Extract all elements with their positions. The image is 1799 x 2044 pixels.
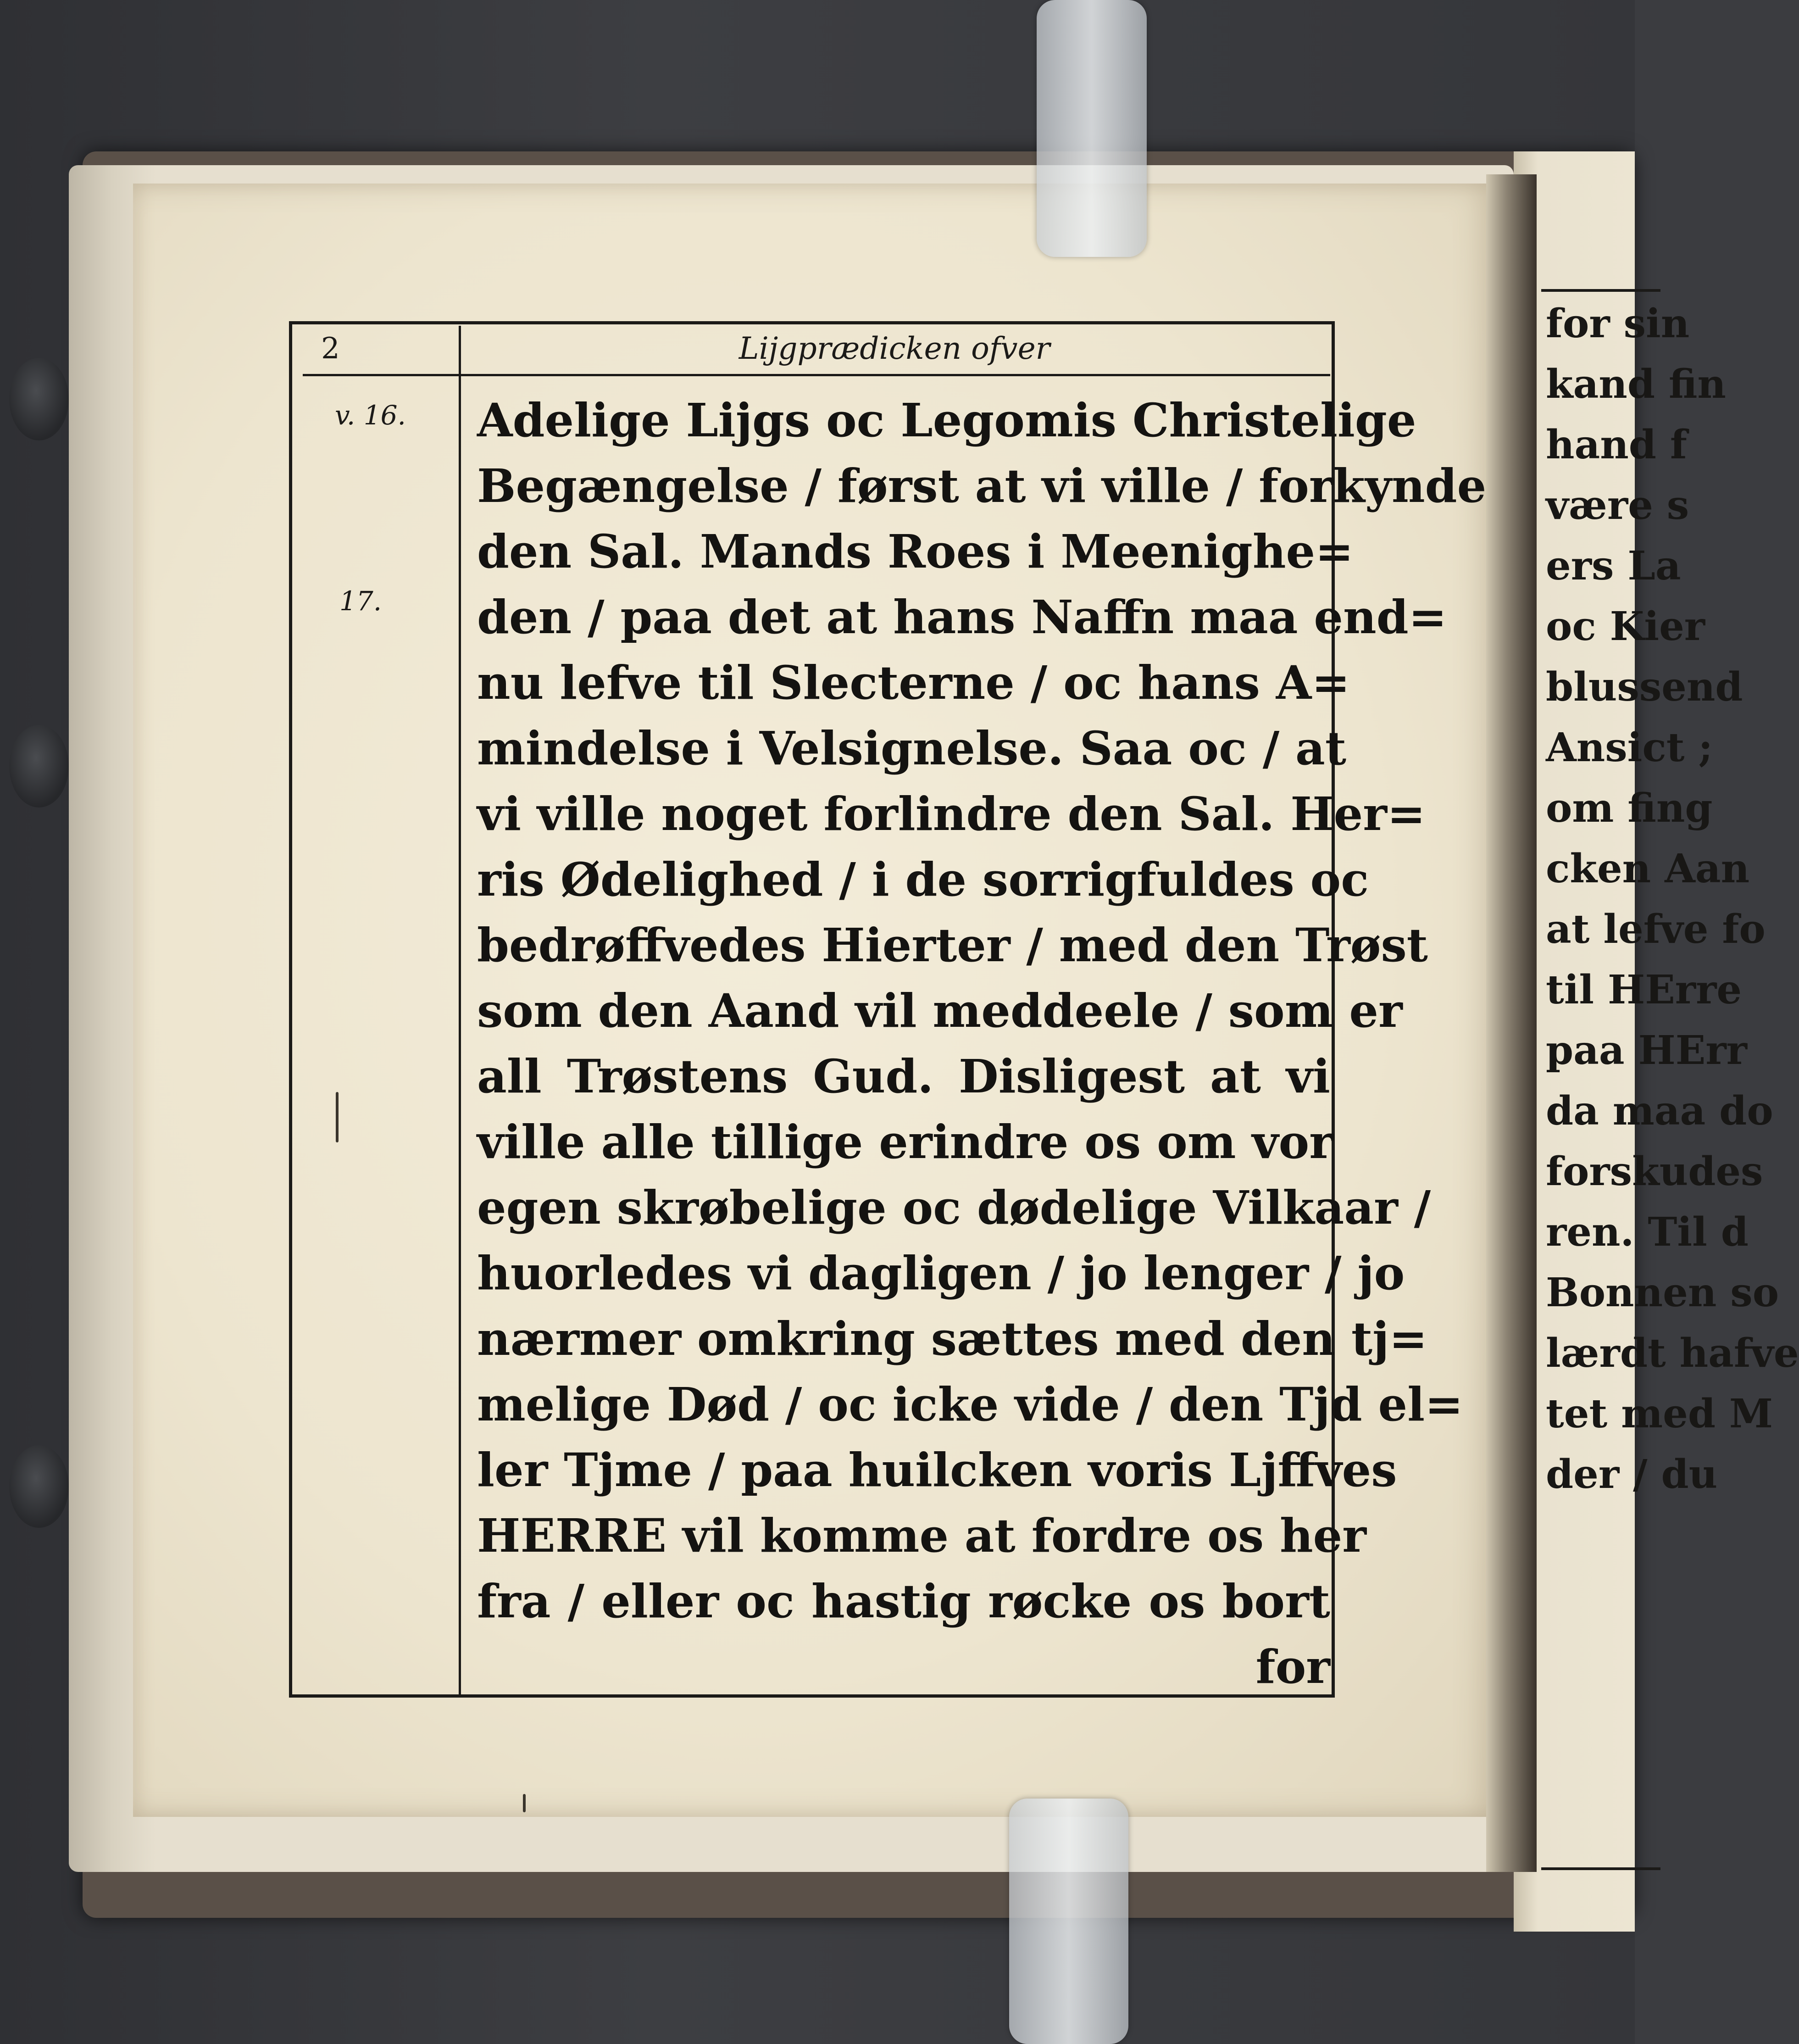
facing-page-line: Ansict ; bbox=[1546, 724, 1713, 771]
facing-page-rule bbox=[1541, 289, 1660, 292]
page-mark bbox=[336, 1092, 339, 1142]
body-line: ville alle tillige erindre os om vor bbox=[477, 1115, 1333, 1169]
body-line: egen skrøbelige oc dødelige Vilkaar / bbox=[477, 1181, 1431, 1235]
facing-page-line: for sin bbox=[1546, 301, 1690, 347]
body-line: som den Aand vil meddeele / som er bbox=[477, 984, 1403, 1038]
facing-page-line: blussend bbox=[1546, 664, 1743, 710]
body-line: vi ville noget forlindre den Sal. Her= bbox=[477, 787, 1426, 841]
body-line: Begængelse / først at vi ville / forkynde bbox=[477, 459, 1487, 513]
facing-page-line: om fing bbox=[1546, 785, 1713, 831]
facing-page-line: ren. Til d bbox=[1546, 1209, 1749, 1255]
binding-stud bbox=[9, 358, 69, 440]
facing-page-line: paa HErr bbox=[1546, 1027, 1747, 1074]
header-rule bbox=[303, 374, 1330, 376]
margin-note-verse: v. 16. bbox=[335, 400, 406, 431]
facing-page-line: cken Aan bbox=[1546, 846, 1750, 892]
facing-page-line: hand f bbox=[1546, 422, 1687, 468]
facing-page-line: Bonnen so bbox=[1546, 1270, 1779, 1316]
facing-page-line: da maa do bbox=[1546, 1088, 1773, 1134]
body-line: ris Ødelighed / i de sorrigfuldes oc bbox=[477, 852, 1369, 907]
facing-page-line: der / du bbox=[1546, 1451, 1718, 1498]
body-line-catchword: for bbox=[1255, 1640, 1330, 1694]
body-line: nærmer omkring sættes med den tj= bbox=[477, 1312, 1428, 1366]
page-number: 2 bbox=[321, 332, 340, 366]
facing-page-line: oc Kier bbox=[1546, 603, 1705, 650]
facing-page-line: ers La bbox=[1546, 543, 1681, 589]
facing-page-line: til HErre bbox=[1546, 967, 1742, 1013]
page-mark bbox=[523, 1794, 526, 1812]
facing-page-line: lærdt hafve bbox=[1546, 1330, 1799, 1376]
binding-stud bbox=[9, 725, 69, 808]
facing-page-line: forskudes bbox=[1546, 1148, 1763, 1195]
facing-page-line: tet med M bbox=[1546, 1391, 1773, 1437]
facing-page-line: kand fin bbox=[1546, 361, 1726, 407]
body-line: Adelige Lijgs oc Legomis Christelige bbox=[477, 393, 1416, 447]
body-line: melige Død / oc icke vide / den Tjd el= bbox=[477, 1377, 1463, 1431]
body-line: mindelse i Velsignelse. Saa oc / at bbox=[477, 721, 1347, 775]
body-line: den / paa det at hans Naffn maa end= bbox=[477, 590, 1447, 644]
holding-clip bbox=[1009, 1799, 1128, 2044]
body-line: bedrøffvedes Hierter / med den Trøst bbox=[477, 918, 1428, 972]
running-head: Lijgprædicken ofver bbox=[738, 331, 1050, 366]
body-line: all Trøstens Gud. Disligest at vi bbox=[477, 1049, 1330, 1103]
body-line: nu lefve til Slecterne / oc hans A= bbox=[477, 656, 1350, 710]
binding-stud bbox=[9, 1445, 69, 1528]
facing-page-line: at lefve fo bbox=[1546, 906, 1766, 952]
margin-note-verse: 17. bbox=[339, 585, 382, 617]
body-line: den Sal. Mands Roes i Meenighe= bbox=[477, 524, 1354, 579]
book-gutter bbox=[1486, 174, 1537, 1872]
body-text bbox=[477, 388, 1487, 1700]
body-line: huorledes vi dagligen / jo lenger / jo bbox=[477, 1246, 1405, 1300]
facing-page-line: være s bbox=[1546, 482, 1689, 529]
margin-rule bbox=[459, 326, 461, 1698]
facing-page-rule bbox=[1541, 1867, 1660, 1870]
body-line: ler Tjme / paa huilcken voris Ljffves bbox=[477, 1443, 1397, 1497]
holding-clip bbox=[1037, 0, 1147, 257]
body-line: HERRE vil komme at fordre os her bbox=[477, 1509, 1366, 1563]
body-line: fra / eller oc hastig røcke os bort bbox=[477, 1574, 1330, 1628]
facing-page-text bbox=[1527, 294, 1799, 1505]
